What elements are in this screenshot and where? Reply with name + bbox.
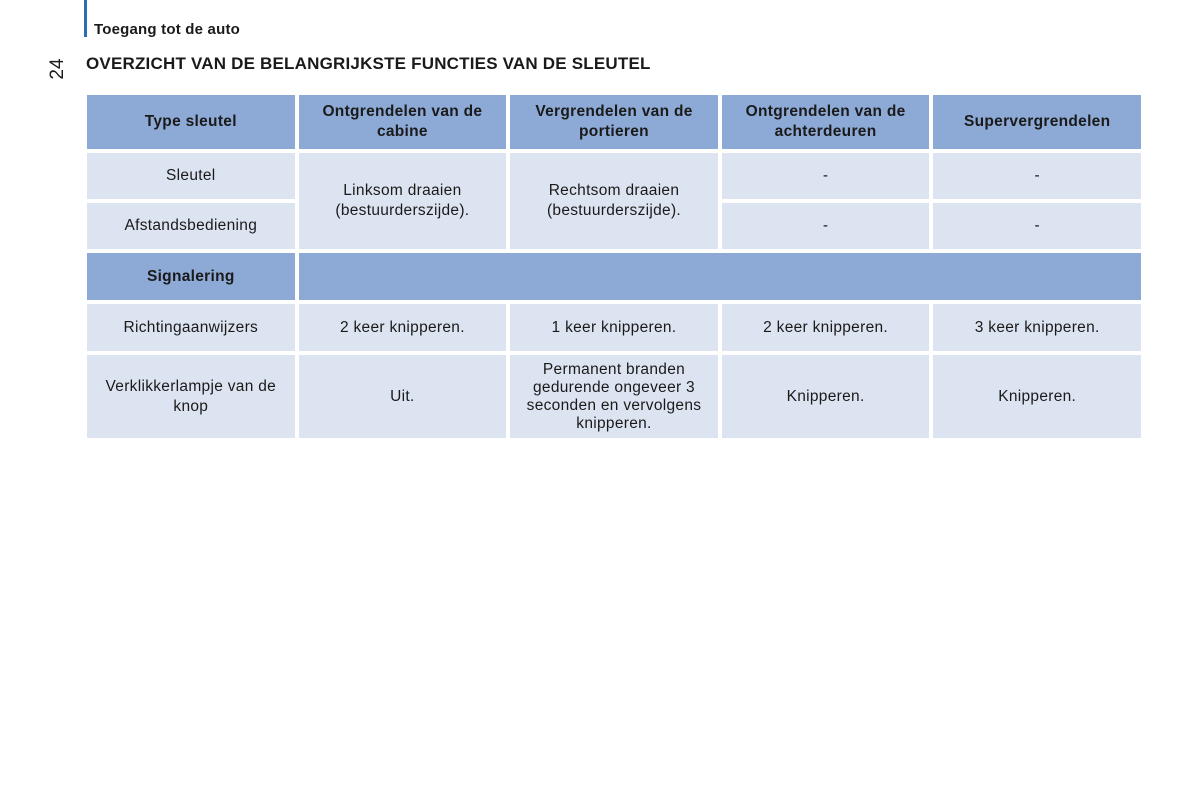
- table-header-row: [87, 95, 1141, 149]
- cell-sleutel-achterdeuren: -: [722, 153, 930, 199]
- table-row: [87, 304, 1141, 351]
- cell-cabine-shared: Linksom draaien (bestuurderszijde).: [299, 153, 507, 249]
- table-row: [87, 153, 1141, 199]
- cell-richting-super: 3 keer knipperen.: [933, 304, 1141, 351]
- header-ontgrendelen-cabine: Ontgrendelen van de cabine: [299, 95, 507, 149]
- section-title: Toegang tot de auto: [94, 21, 241, 38]
- cell-verklikker-achterdeuren: Knipperen.: [722, 355, 930, 438]
- page-title: OVERZICHT VAN DE BELANGRIJKSTE FUNCTIES VAN DE SLEUTEL: [86, 54, 651, 73]
- row-label-sleutel: Sleutel: [87, 153, 295, 199]
- table-row: [87, 355, 1141, 438]
- cell-verklikker-super: Knipperen.: [933, 355, 1141, 438]
- cell-richting-portieren: 1 keer knipperen.: [510, 304, 718, 351]
- header-vergrendelen-portieren: Vergrendelen van de portieren: [510, 95, 718, 149]
- header-ontgrendelen-achterdeuren: Ontgrendelen van de achterdeuren: [722, 95, 930, 149]
- row-label-signalering: Signalering: [87, 253, 295, 300]
- cell-verklikker-cabine: Uit.: [299, 355, 507, 438]
- section-accent-bar: [84, 0, 87, 37]
- cell-sleutel-super: -: [933, 153, 1141, 199]
- page-number: 24: [47, 58, 68, 80]
- row-label-afstandsbediening: Afstandsbediening: [87, 203, 295, 249]
- row-label-verklikkerlampje: Verklikkerlampje van de knop: [87, 355, 295, 438]
- row-label-richtingaanwijzers: Richtingaanwijzers: [87, 304, 295, 351]
- cell-richting-achterdeuren: 2 keer knipperen.: [722, 304, 930, 351]
- signalering-band: [299, 253, 1141, 300]
- cell-richting-cabine: 2 keer knipperen.: [299, 304, 507, 351]
- cell-afstandsbediening-achterdeuren: -: [722, 203, 930, 249]
- key-functions-table: [83, 91, 1145, 442]
- header-type-sleutel: Type sleutel: [87, 95, 295, 149]
- cell-verklikker-portieren: Permanent branden gedurende ongeveer 3 seconden en vervolgens knipperen.: [510, 355, 718, 438]
- cell-afstandsbediening-super: -: [933, 203, 1141, 249]
- cell-portieren-shared: Rechtsom draaien (bestuurderszijde).: [510, 153, 718, 249]
- header-supervergrendelen: Supervergrendelen: [933, 95, 1141, 149]
- table-row: [87, 253, 1141, 300]
